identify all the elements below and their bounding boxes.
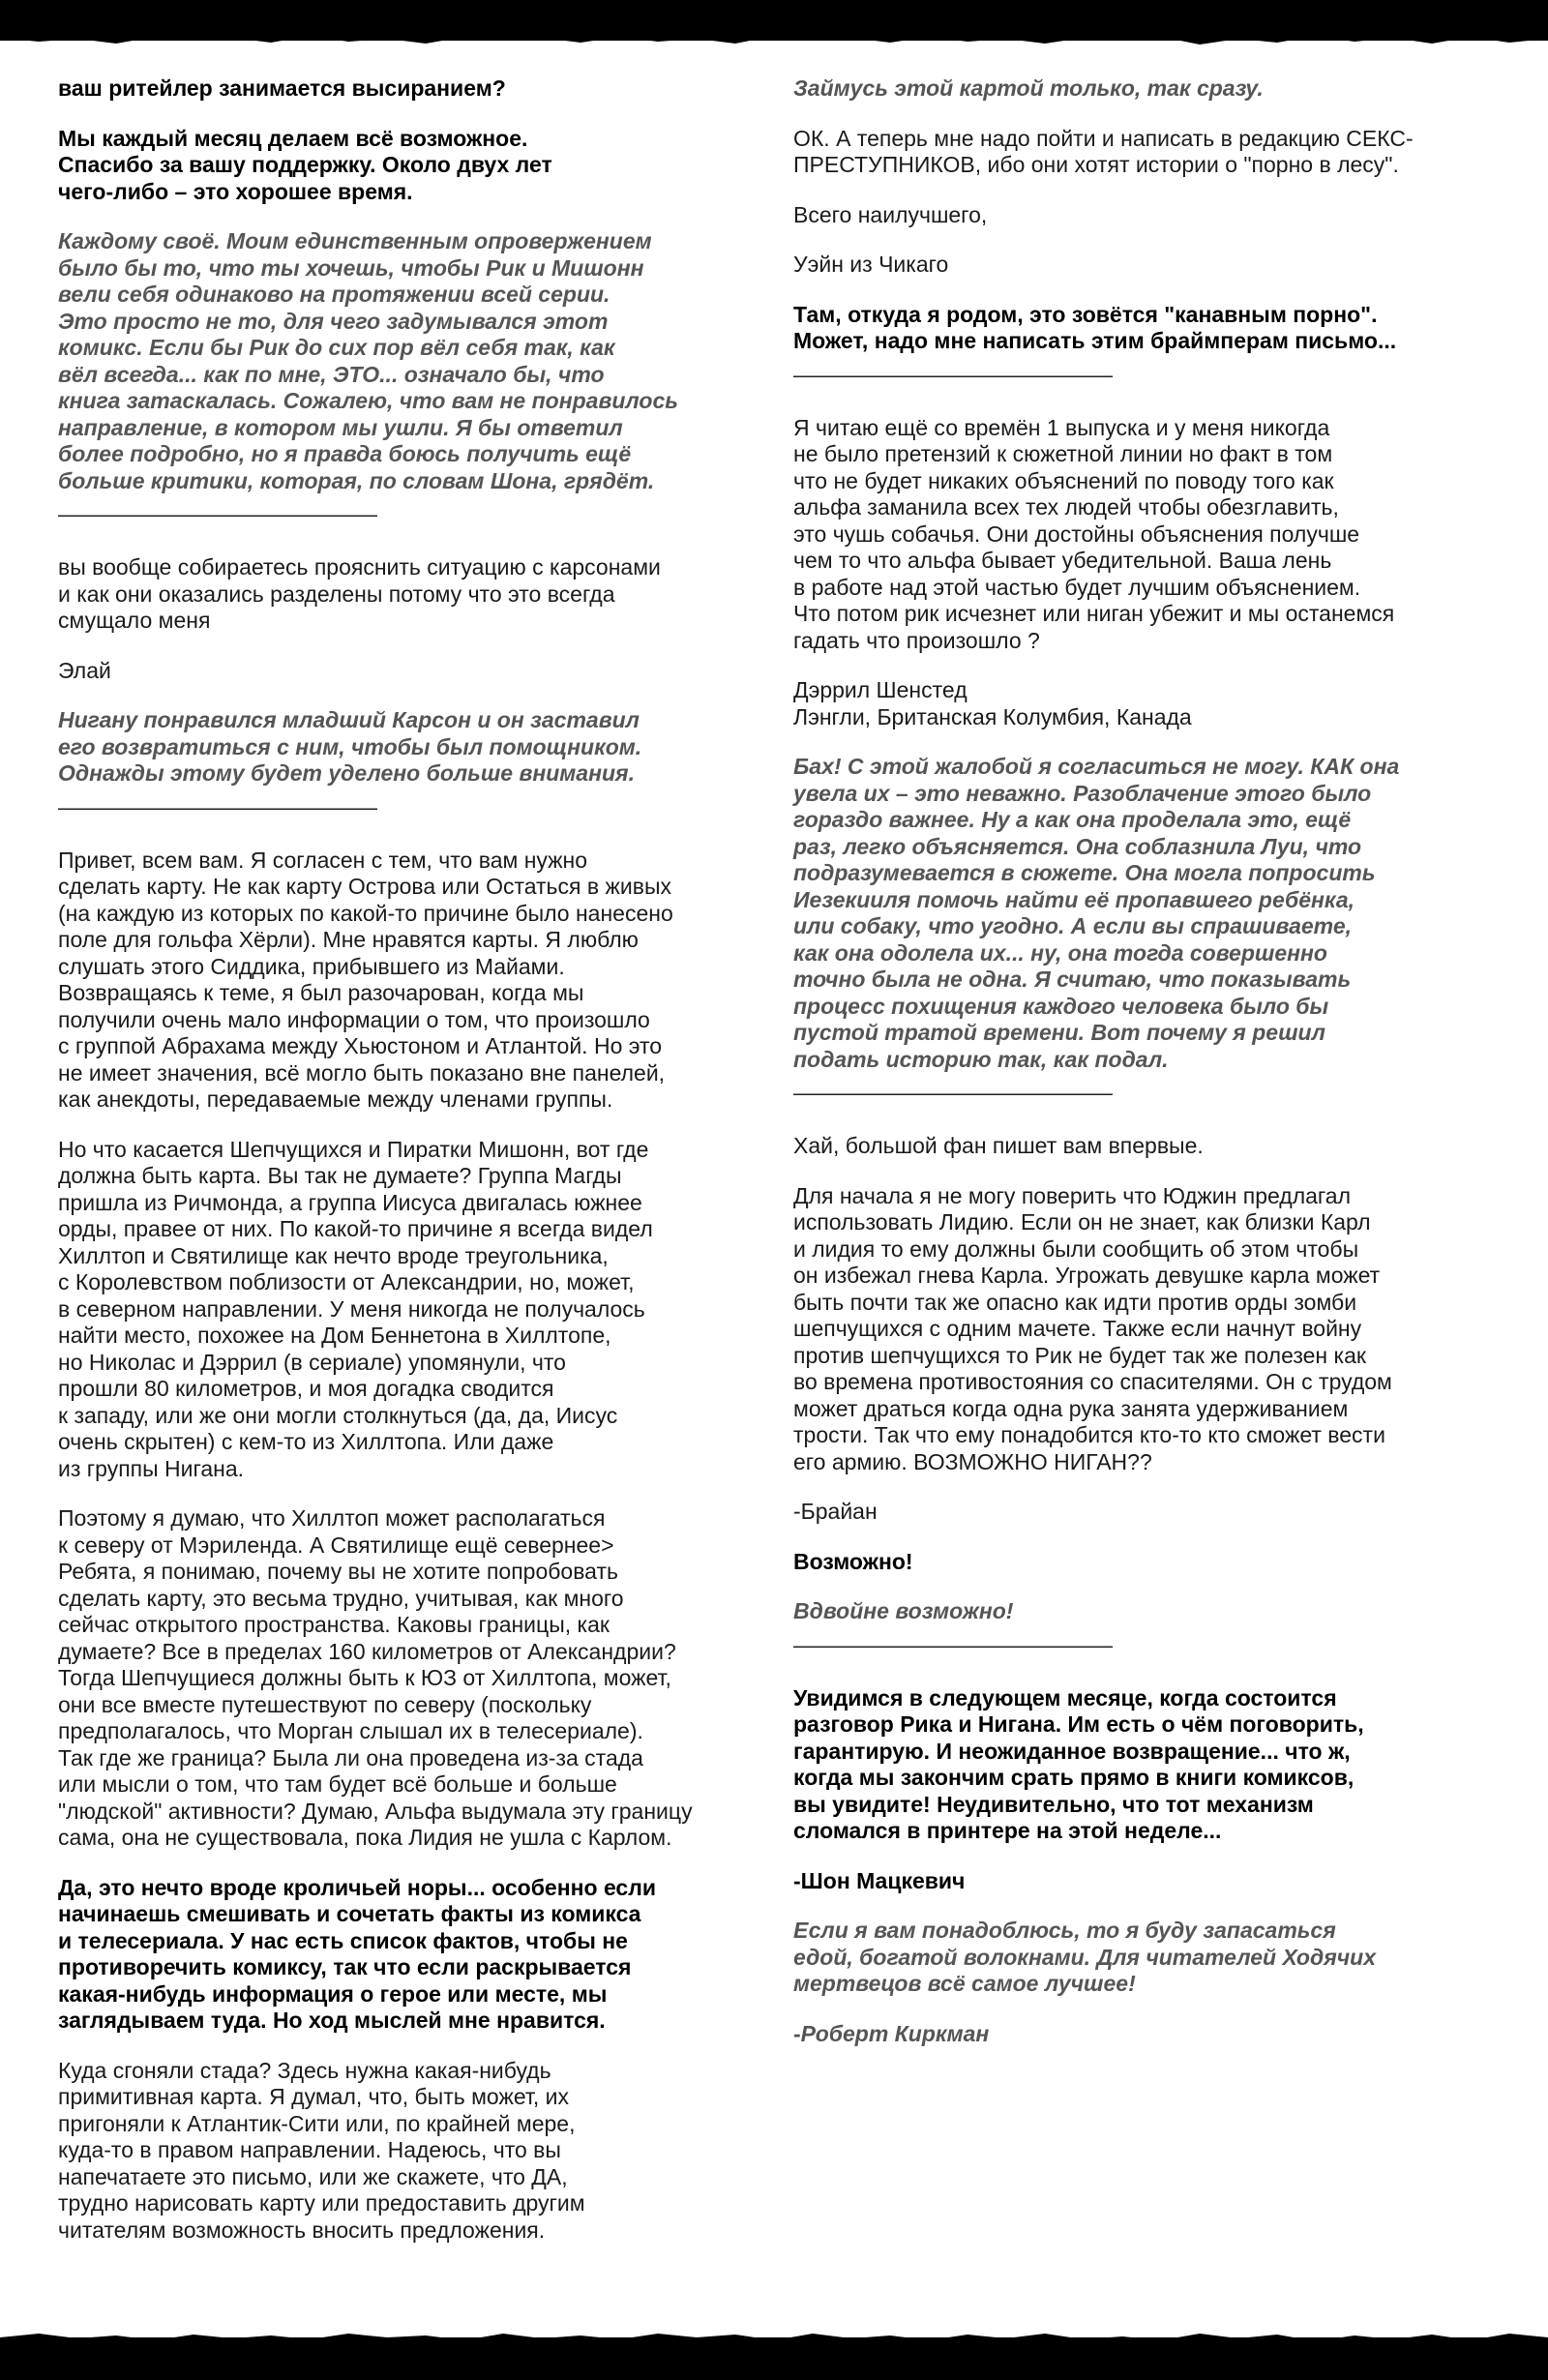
editor-reply-paragraph: Увидимся в следующем месяце, когда состоится разговор Рика и Нигана. Им есть о чём поговорить, гарантирую. И неожиданное возвращение... что ж, когда мы закончим срать прямо в книги комиксов, вы увидите! Неудивительно, что тот механизм сломался в принтере на этой неделе...	[793, 1684, 1364, 1843]
letters-page	[58, 75, 1500, 2301]
reader-letter-paragraph: Но что касается Шепчущихся и Пиратки Мишонн, вот где должна быть карта. Вы так не думаете? Группа Магды пришла из Ричмонда, а группа Иисуса двигалась южнее орды, правее от них. По какой-то причине я всегда видел Хиллтоп и Святилище как нечто вроде треугольника, с Королевством поблизости от Александрии, но, может, в северном направлении. У меня никогда не получалось найти место, похожее на Дом Беннетона в Хиллтопе, но Николас и Дэррил (в сериале) упомянули, что прошли 80 километров, и моя догадка сводится к западу, или же они могли столкнуться (да, да, Иисус очень скрытен) с кем-то из Хиллтопа. Или даже из группы Нигана.	[58, 1136, 653, 1481]
editor-reply-paragraph: Мы каждый месяц делаем всё возможное. Спасибо за вашу поддержку. Около двух лет чего-либо – это хорошее время.	[58, 125, 552, 204]
kirkman-reply-paragraph: Вдвойне возможно!	[793, 1598, 1014, 1623]
torn-top-edge	[0, 0, 1548, 41]
editor-reply-paragraph: ваш ритейлер занимается высиранием?	[58, 75, 506, 101]
editor-reply-paragraph: -Шон Мацкевич	[793, 1867, 966, 1893]
section-separator: ———————————————	[793, 362, 1113, 387]
reader-letter-paragraph: Для начала я не могу поверить что Юджин предлагал использовать Лидию. Если он не знает, как близки Карл и лидия то ему должны были сообщить об этом чтобы он избежал гнева Карла. Угрожать девушке карла может быть почти так же опасно как идти против орды зомби шепчущихся с одним мачете. Также если начнут войну против шепчущихся то Рик не будет так же полезен как во времена противостояния со спасителями. Он с трудом может драться когда одна рука занята удерживанием трости. Так что ему понадобится кто-то кто сможет вести его армию. ВОЗМОЖНО НИГАН??	[793, 1182, 1392, 1474]
reader-letter-paragraph: -Брайан	[793, 1499, 878, 1524]
torn-top-edge-shape	[0, 29, 1548, 52]
kirkman-reply-paragraph: Каждому своё. Моим единственным опровержением было бы то, что ты хочешь, чтобы Рик и Мишонн вели себя одинаково на протяжении всей серии. Это просто не то, для чего задумывался этот комикс. Если бы Рик до сих пор вёл себя так, как вёл всегда... как по мне, ЭТО... означало бы, что книга затаскалась. Сожалею, что вам не понравилось направление, в котором мы ушли. Я бы ответил более подробно, но я правда боюсь получить ещё больше критики, которая, по словам Шона, грядёт.	[58, 228, 678, 493]
kirkman-reply-paragraph: Если я вам понадоблюсь, то я буду запасаться едой, богатой волокнами. Для читателей Ходячих мертвецов всё самое лучшее!	[793, 1918, 1376, 1996]
editor-reply-paragraph: Там, откуда я родом, это зовётся "канавным порно". Может, надо мне написать этим браймперам письмо...	[793, 301, 1397, 353]
reader-letter-paragraph: Я читаю ещё со времён 1 выпуска и у меня никогда не было претензий к сюжетной линии но факт в том что не будет никаких объяснений по поводу того как альфа заманила всех тех людей чтобы обезглавить, это чушь собачья. Они достойны объяснения получше чем то что альфа бывает убедительной. Ваша лень в работе над этой частью будет лучшим объяснением. Что потом рик исчезнет или ниган убежит и мы останемся гадать что произошло ?	[793, 414, 1395, 653]
reader-letter-paragraph: Дэррил Шенстед Лэнгли, Британская Колумбия, Канада	[793, 677, 1192, 729]
section-separator: ———————————————	[793, 1081, 1113, 1105]
reader-letter-paragraph: Хай, большой фан пишет вам впервые.	[793, 1133, 1204, 1158]
section-separator: ———————————————	[793, 1632, 1113, 1657]
kirkman-reply-paragraph: Нигану понравился младший Карсон и он заставил его возвратиться с ним, чтобы был помощником. Однажды этому будет уделено больше внимания.	[58, 707, 642, 786]
torn-bottom-edge-shape	[0, 2326, 1548, 2349]
torn-bottom-edge	[0, 2337, 1548, 2380]
reader-letter-paragraph: Всего наилучшего,	[793, 201, 988, 227]
reader-letter-paragraph: Привет, всем вам. Я согласен с тем, что вам нужно сделать карту. Не как карту Острова или Остаться в живых (на каждую из которых по какой-то причине было нанесено поле для гольфа Хёрли). Мне нравятся карты. Я люблю слушать этого Сиддика, прибывшего из Майами. Возвращаясь к теме, я был разочарован, когда мы получили очень мало информации о том, что произошло с группой Абрахама между Хьюстоном и Атлантой. Но это не имеет значения, всё могло быть показано вне панелей, как анекдоты, передаваемые между членами группы.	[58, 847, 673, 1112]
kirkman-reply-paragraph: Займусь этой картой только, так сразу.	[793, 75, 1264, 101]
editor-reply-paragraph: Возможно!	[793, 1548, 913, 1574]
reader-letter-paragraph: Уэйн из Чикаго	[793, 252, 949, 277]
right-column	[793, 75, 1500, 2301]
section-separator: ———————————————	[58, 502, 377, 526]
kirkman-reply-paragraph: -Роберт Киркман	[793, 2020, 990, 2046]
kirkman-reply-paragraph: Бах! С этой жалобой я согласиться не могу. КАК она увела их – это неважно. Разоблачение этого было гораздо важнее. Ну а как она проделала это, ещё раз, легко объясняется. Она соблазнила Луи, что подразумевается в сюжете. Она могла попросить Иезекииля помочь найти её пропавшего ребёнка, или собаку, что угодно. А если вы спрашиваете, как она одолела их... ну, она тогда совершенно точно была не одна. Я считаю, что показывать процесс похищения каждого человека было бы пустой тратой времени. Вот почему я решил подать историю так, как подал.	[793, 754, 1400, 1072]
left-column	[58, 75, 793, 2301]
reader-letter-paragraph: Элай	[58, 657, 111, 683]
reader-letter-paragraph: Поэтому я думаю, что Хиллтоп может располагаться к северу от Мэриленда. А Святилище ещё севернее> Ребята, я понимаю, почему вы не хотите попробовать сделать карту, это весьма трудно, учитывая, как много сейчас открытого пространства. Каковы границы, как думаете? Все в пределах 160 километров от Александрии? Тогда Шепчущиеся должны быть к ЮЗ от Хиллтопа, может, они все вместе путешествуют по северу (поскольку предполагалось, что Морган слышал их в телесериале). Так где же граница? Была ли она проведена из-за стада или мысли о том, что там будет всё больше и больше "людской" активности? Думаю, Альфа выдумала эту границу сама, она не существовала, пока Лидия не ушла с Карлом.	[58, 1505, 693, 1850]
section-separator: ———————————————	[58, 794, 377, 819]
reader-letter-paragraph: ОК. А теперь мне надо пойти и написать в редакцию СЕКС- ПРЕСТУПНИКОВ, ибо они хотят истории о "порно в лесу".	[793, 125, 1414, 177]
reader-letter-paragraph: Куда сгоняли стада? Здесь нужна какая-нибудь примитивная карта. Я думал, что, быть может, их пригоняли к Атлантик-Сити или, по крайней мере, куда-то в правом направлении. Надеюсь, что вы напечатаете это письмо, или же скажете, что ДА, трудно нарисовать карту или предоставить другим читателям возможность вносить предложения.	[58, 2057, 585, 2243]
editor-reply-paragraph: Да, это нечто вроде кроличьей норы... особенно если начинаешь смешивать и сочетать факты из комикса и телесериала. У нас есть список фактов, чтобы не противоречить комиксу, так что если раскрывается какая-нибудь информация о герое или месте, мы заглядываем туда. Но ход мыслей мне нравится.	[58, 1874, 656, 2033]
reader-letter-paragraph: вы вообще собираетесь прояснить ситуацию с карсонами и как они оказались разделены потому что это всегда смущало меня	[58, 554, 661, 633]
